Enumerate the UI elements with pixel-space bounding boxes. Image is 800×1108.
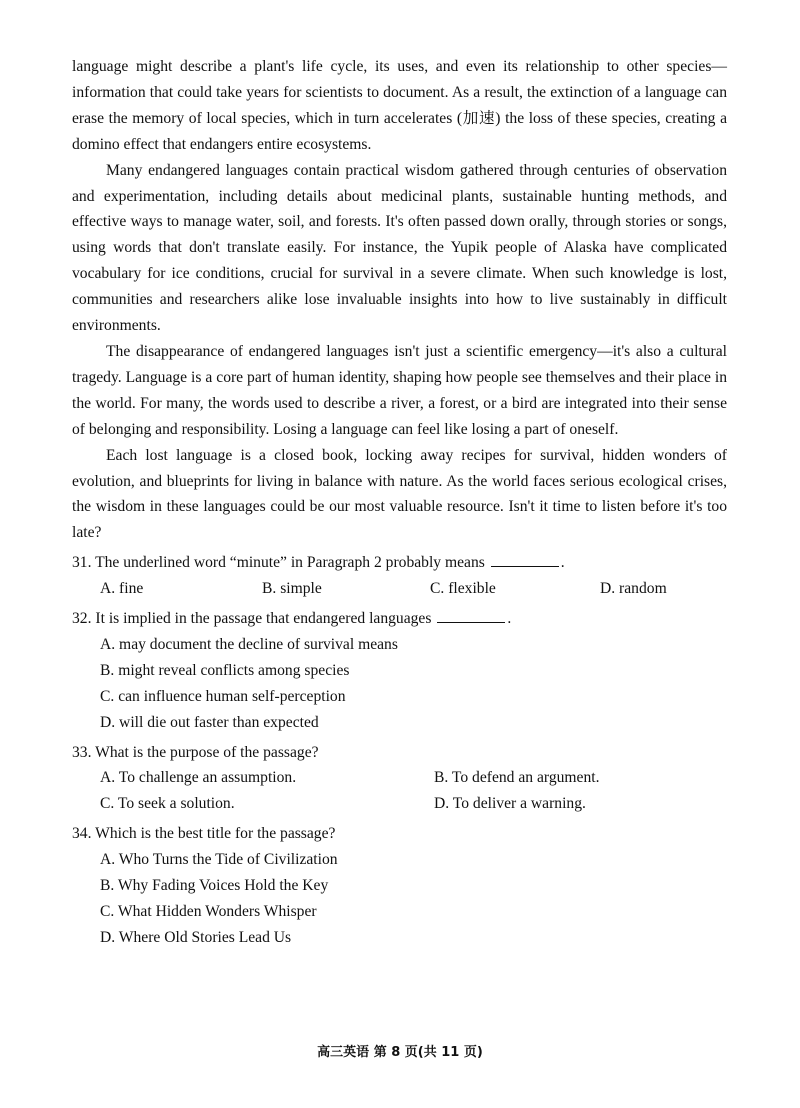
answer-blank [491,550,559,567]
passage-paragraph-3: The disappearance of endangered languages isn't just a scientific emergency—it's also a cultural tragedy. Language is a core part of human identity, shaping how people see themselves and their place in the world. For many, the words used to describe a river, a forest, or a bird are integrated into their sense of belonging and responsibility. Losing a language can feel like losing a part of oneself. [72,342,727,438]
question-33 [72,740,727,818]
option-b: B. might reveal conflicts among species [100,661,350,679]
question-34-stem: 34. Which is the best title for the passage? [72,825,336,843]
question-31-end: . [560,554,565,572]
option-a: A. Who Turns the Tide of Civilization [100,851,338,869]
option-d: D. random [600,580,667,598]
question-32-end: . [507,610,512,628]
option-c: C. can influence human self-perception [100,687,346,705]
option-a: A. fine [100,580,144,598]
passage-paragraph-2: Many endangered languages contain practical wisdom gathered through centuries of observation and experimentation, including details about medicinal plants, sustainable hunting methods, and effective ways to manage water, soil, and forests. It's often passed down orally, through stories or songs, using words that don't translate easily. For instance, the Yupik people of Alaska have complicated vocabulary for ice conditions, crucial for survival in a severe climate. When such knowledge is lost, communities and researchers alike lose invaluable insights into how to live sustainably in difficult environments. [72,161,727,335]
option-a: A. may document the decline of survival means [100,635,398,653]
question-31-text: 31. The underlined word “minute” in Paragraph 2 probably means [72,554,485,572]
option-c: C. flexible [430,580,496,598]
option-d: D. Where Old Stories Lead Us [100,928,292,946]
option-b: B. simple [262,580,322,598]
question-32-text: 32. It is implied in the passage that endangered languages [72,610,432,628]
option-c: C. To seek a solution. [100,795,235,813]
option-d: D. will die out faster than expected [100,713,319,731]
answer-blank [437,606,505,623]
passage-paragraph-4: Each lost language is a closed book, locking away recipes for survival, hidden wonders of evolution, and blueprints for living in balance with nature. As the world faces serious ecological crises, the wisdom in these languages could be our most valuable resource. Isn't it time to listen before it's too late? [72,446,727,542]
option-c: C. What Hidden Wonders Whisper [100,903,317,920]
option-b: B. Why Fading Voices Hold the Key [100,877,329,895]
option-d: D. To deliver a warning. [434,795,586,813]
question-34 [72,821,727,951]
exam-page [72,54,727,951]
question-32 [72,606,727,736]
question-31-stem [72,550,727,576]
question-32-stem [72,606,727,632]
question-33-stem: 33. What is the purpose of the passage? [72,743,319,761]
question-31 [72,550,727,602]
option-a: A. To challenge an assumption. [100,769,297,787]
question-33-options-row-1 [72,765,727,791]
passage-paragraph-1: language might describe a plant's life cycle, its uses, and even its relationship to other species—information that could take years for scientists to document. As a result, the extinction of a language can erase the memory of local species, which in turn accelerates (加速) the loss of these species, creating a domino effect that endangers entire ecosystems. [72,58,727,153]
question-33-options-row-2 [72,791,727,817]
option-b: B. To defend an argument. [434,769,600,787]
question-31-options [72,576,727,602]
page-footer: 高三英语 第 8 页(共 11 页) [317,1045,483,1060]
